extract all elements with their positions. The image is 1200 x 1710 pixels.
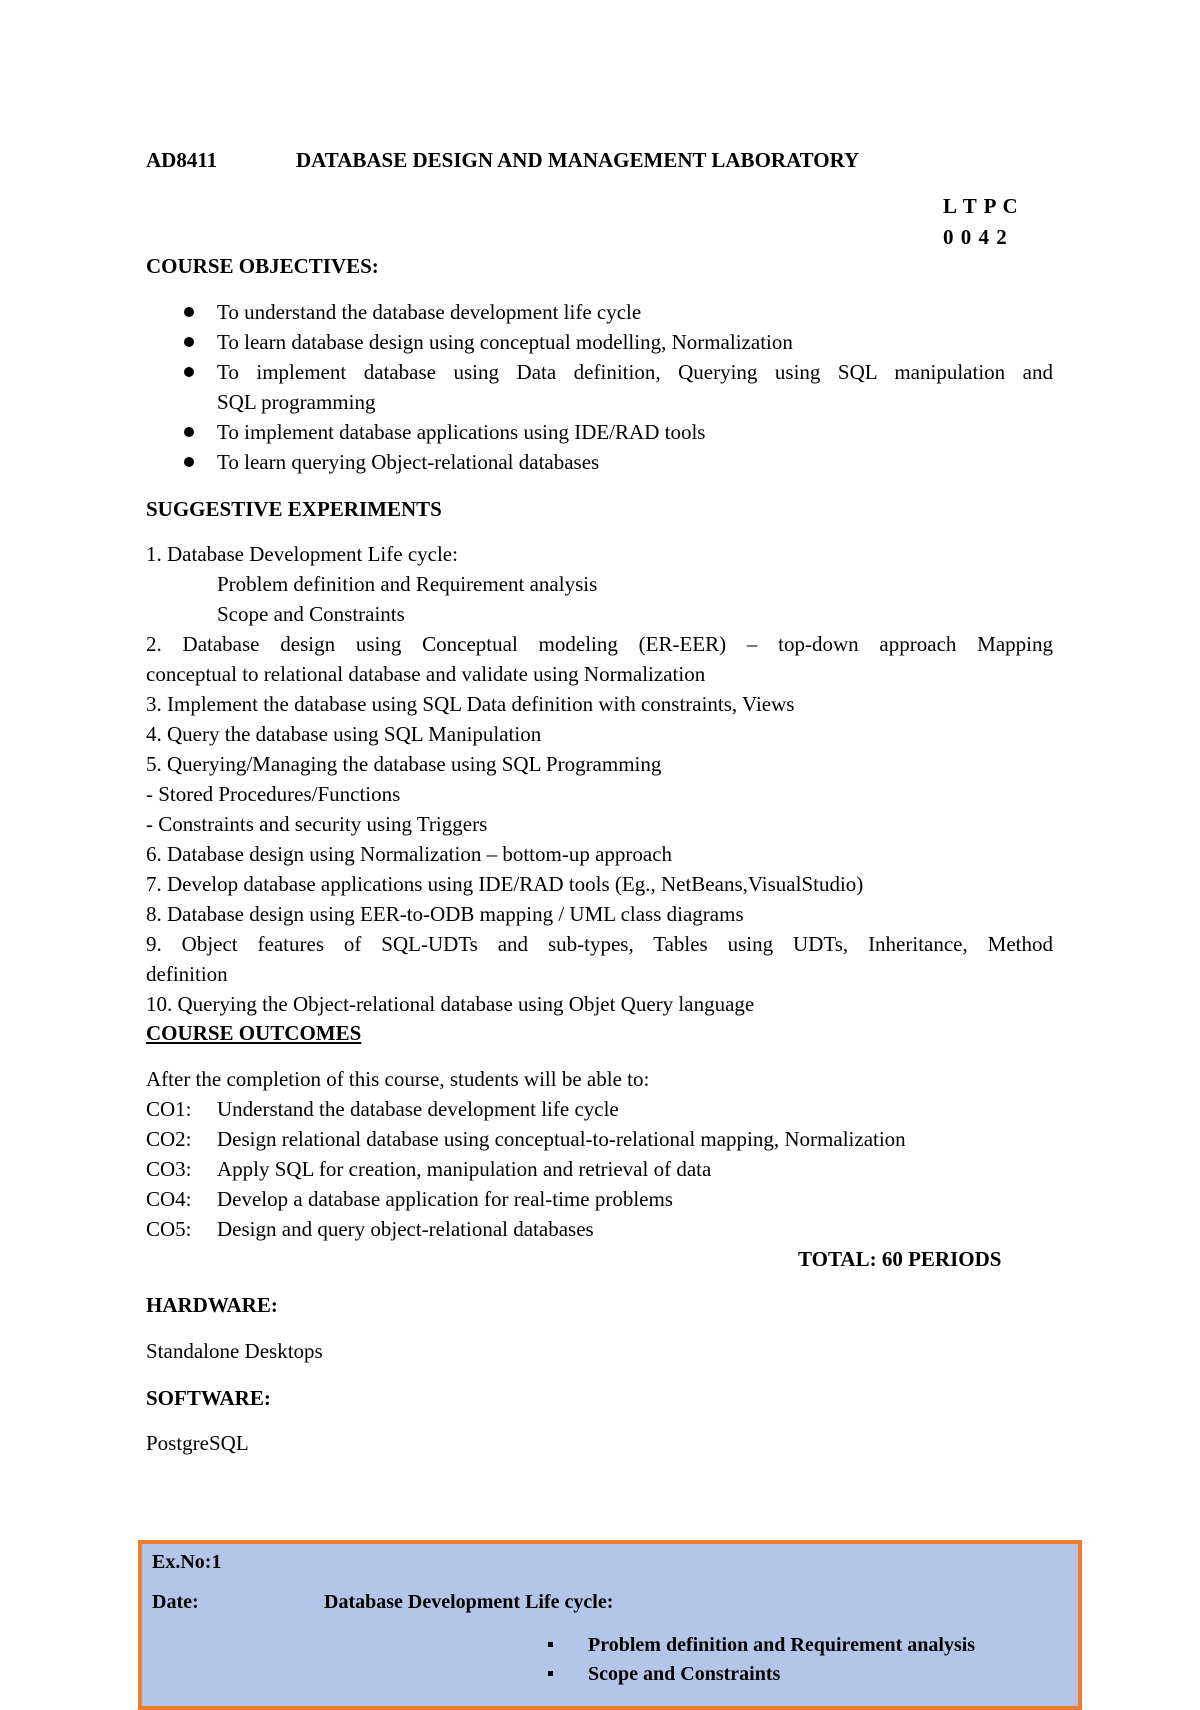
- experiment-line: definition: [146, 962, 228, 986]
- outcome-text: Develop a database application for real-time problems: [217, 1187, 673, 1211]
- experiments-heading: SUGGESTIVE EXPERIMENTS: [146, 497, 442, 521]
- outcome-code: CO1:: [146, 1097, 192, 1121]
- objective-item: To implement database applications using IDE/RAD tools: [217, 420, 706, 444]
- course-code: AD8411: [146, 148, 218, 172]
- experiment-line: 7. Develop database applications using IDE/RAD tools (Eg., NetBeans,VisualStudio): [146, 872, 864, 896]
- objective-item: To learn database design using conceptual modelling, Normalization: [217, 330, 793, 354]
- exercise-box: [138, 1540, 1082, 1710]
- experiment-line: 3. Implement the database using SQL Data definition with constraints, Views: [146, 692, 795, 716]
- outcomes-intro: After the completion of this course, students will be able to:: [146, 1067, 650, 1091]
- experiment-line: - Constraints and security using Triggers: [146, 812, 488, 836]
- ltpc-values: 0 0 4 2: [943, 225, 1008, 249]
- bullet-icon: [184, 367, 194, 377]
- objective-item: To understand the database development life cycle: [217, 300, 642, 324]
- square-bullet-icon: [548, 1642, 553, 1647]
- bullet-icon: [184, 307, 194, 317]
- objectives-heading: COURSE OBJECTIVES:: [146, 254, 379, 278]
- experiment-line: 9. Object features of SQL-UDTs and sub-types, Tables using UDTs, Inheritance, Method: [146, 932, 1053, 956]
- experiment-line: 10. Querying the Object-relational database using Objet Query language: [146, 992, 755, 1016]
- bullet-icon: [184, 427, 194, 437]
- experiment-line: 1. Database Development Life cycle:: [146, 542, 458, 566]
- outcome-text: Design and query object-relational databases: [217, 1217, 594, 1241]
- exercise-bullet: Scope and Constraints: [588, 1663, 781, 1685]
- experiment-line: conceptual to relational database and validate using Normalization: [146, 662, 706, 686]
- outcome-text: Apply SQL for creation, manipulation and retrieval of data: [217, 1157, 712, 1181]
- outcome-text: Design relational database using conceptual-to-relational mapping, Normalization: [217, 1127, 906, 1151]
- total-periods: TOTAL: 60 PERIODS: [798, 1247, 1002, 1271]
- software-heading: SOFTWARE:: [146, 1386, 271, 1410]
- experiment-subline: Problem definition and Requirement analysis: [217, 572, 598, 596]
- experiment-subline: Scope and Constraints: [217, 602, 405, 626]
- exercise-number: Ex.No:1: [152, 1551, 222, 1573]
- course-title: DATABASE DESIGN AND MANAGEMENT LABORATORY: [296, 148, 860, 172]
- objective-item-continued: SQL programming: [217, 390, 376, 414]
- outcome-code: CO2:: [146, 1127, 192, 1151]
- objective-item: To learn querying Object-relational databases: [217, 450, 600, 474]
- outcome-code: CO3:: [146, 1157, 192, 1181]
- ltpc-labels: L T P C: [943, 194, 1019, 218]
- outcome-text: Understand the database development life cycle: [217, 1097, 619, 1121]
- outcomes-heading: COURSE OUTCOMES: [146, 1021, 362, 1045]
- hardware-heading: HARDWARE:: [146, 1293, 278, 1317]
- exercise-bullet: Problem definition and Requirement analysis: [588, 1634, 976, 1656]
- exercise-date-label: Date:: [152, 1591, 199, 1613]
- bullet-icon: [184, 337, 194, 347]
- objective-item: To implement database using Data definition, Querying using SQL manipulation and: [217, 360, 1053, 384]
- experiment-line: 8. Database design using EER-to-ODB mapping / UML class diagrams: [146, 902, 744, 926]
- experiment-line: 2. Database design using Conceptual modeling (ER-EER) – top-down approach Mapping: [146, 632, 1053, 656]
- experiment-line: 4. Query the database using SQL Manipulation: [146, 722, 542, 746]
- exercise-title: Database Development Life cycle:: [324, 1591, 614, 1613]
- software-value: PostgreSQL: [146, 1431, 249, 1455]
- experiment-line: - Stored Procedures/Functions: [146, 782, 401, 806]
- outcome-code: CO4:: [146, 1187, 192, 1211]
- outcome-code: CO5:: [146, 1217, 192, 1241]
- hardware-value: Standalone Desktops: [146, 1339, 323, 1363]
- square-bullet-icon: [548, 1671, 553, 1676]
- experiment-line: 6. Database design using Normalization – bottom-up approach: [146, 842, 673, 866]
- experiment-line: 5. Querying/Managing the database using SQL Programming: [146, 752, 662, 776]
- bullet-icon: [184, 457, 194, 467]
